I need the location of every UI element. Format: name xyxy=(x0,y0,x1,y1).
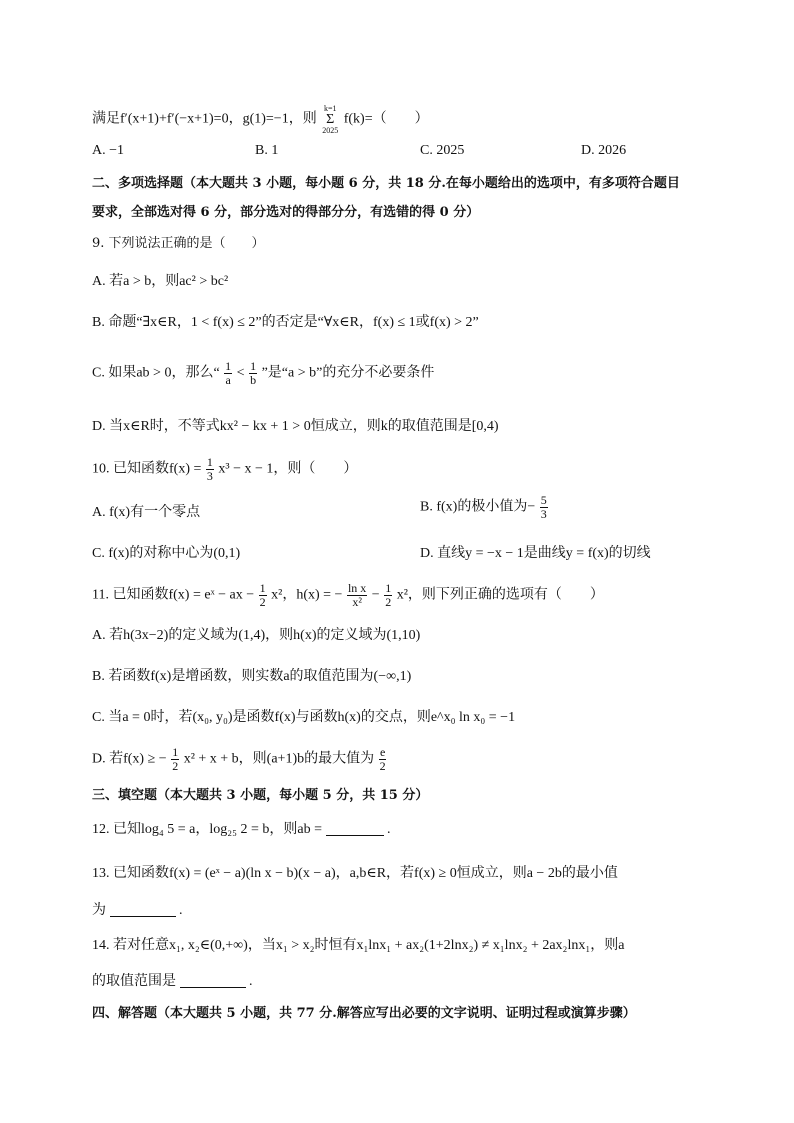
q13-line1: 13. 已知函数f(x) = (eˣ − a)(ln x − b)(x − a)，a,b∈R，若f(x) ≥ 0恒成立，则a − 2b的最小值 xyxy=(92,866,618,881)
q14-line2: 的取值范围是 . xyxy=(92,974,253,989)
fraction: $\frac{e}{2}$ xyxy=(379,745,386,773)
section3-header: 三、填空题（本大题共 3 小题，每小题 5 分，共 15 分） xyxy=(92,788,429,803)
summation-symbol: k=1 Σ 2025 xyxy=(322,104,339,135)
q8-option-a: A. −1 xyxy=(92,143,125,158)
fraction: $\frac{1}{b}$ xyxy=(250,359,257,387)
fraction: $\frac{1}{2}$ xyxy=(385,581,392,609)
q8-stem: 满足f′(x+1)+f′(−x+1)=0，g(1)=−1，则 k=1 Σ 2025 f(k)=（ ） xyxy=(92,104,429,135)
section2-header-line2: 要求，全部选对得 6 分，部分选对的得部分分，有选错的得 0 分） xyxy=(92,205,480,220)
fraction: $\frac{1}{a}$ xyxy=(225,359,232,387)
q9-stem: 9. 下列说法正确的是（ ） xyxy=(92,236,265,251)
fraction: $\frac{1}{2}$ xyxy=(259,581,266,609)
q8-option-c: C. 2025 xyxy=(420,143,465,158)
q8-option-d: D. 2026 xyxy=(581,143,627,158)
q9-option-b: B. 命题“∃x∈R，1 < f(x) ≤ 2”的否定是“∀x∈R，f(x) ≤ 1或f(x) > 2” xyxy=(92,315,479,330)
fraction: $\frac{1}{3}$ xyxy=(206,455,213,483)
section4-header: 四、解答题（本大题共 5 小题，共 77 分.解答应写出必要的文字说明、证明过程或演算步骤） xyxy=(92,1006,636,1021)
answer-blank[interactable] xyxy=(110,902,176,917)
answer-blank[interactable] xyxy=(180,973,246,988)
fraction: $\frac{5}{3}$ xyxy=(540,493,547,521)
q13-line2: 为 . xyxy=(92,903,183,918)
q11-option-a: A. 若h(3x−2)的定义域为(1,4)，则h(x)的定义域为(1,10) xyxy=(92,628,421,643)
q11-stem: 11. 已知函数f(x) = eˣ − ax − $\frac{1}{2}$ x²，h(x) = − $\frac{\text{ln x}}{\text{x²}}$ − $\frac{1}{2}$ x²，则下列正确的选项有（ ） xyxy=(92,581,604,609)
q9-option-d: D. 当x∈R时，不等式kx² − kx + 1 > 0恒成立，则k的取值范围是[0,4) xyxy=(92,419,499,434)
q12: 12. 已知log₄ 5 = a，log₂₅ 2 = b，则ab = . xyxy=(92,822,391,837)
q14-line1: 14. 若对任意x₁, x₂∈(0,+∞)，当x₁ > x₂时恒有x₁lnx₁ + ax₂(1+2lnx₂) ≠ x₁lnx₂ + 2ax₂lnx₁，则a xyxy=(92,938,625,953)
fraction: $\frac{\text{ln x}}{\text{x²}}$ xyxy=(347,581,367,609)
q10-option-a: A. f(x)有一个零点 xyxy=(92,505,201,520)
q9-option-a: A. 若a > b，则ac² > bc² xyxy=(92,274,229,289)
section2-header-line1: 二、多项选择题（本大题共 3 小题，每小题 6 分，共 18 分.在每小题给出的选项中，有多项符合题目 xyxy=(92,176,680,191)
answer-blank[interactable] xyxy=(326,821,384,836)
q8-option-b: B. 1 xyxy=(255,143,279,158)
q9-option-c: C. 如果ab > 0，那么“ $\frac{1}{a}$ < $\frac{1}{b}$ ”是“a > b”的充分不必要条件 xyxy=(92,359,435,387)
q10-stem: 10. 已知函数f(x) = $\frac{1}{3}$ x³ − x − 1，则（ ） xyxy=(92,455,358,483)
q10-option-d: D. 直线y = −x − 1是曲线y = f(x)的切线 xyxy=(420,546,651,561)
q10-option-c: C. f(x)的对称中心为(0,1) xyxy=(92,546,241,561)
q10-option-b: B. f(x)的极小值为− $\frac{5}{3}$ xyxy=(420,493,547,521)
q11-option-d: D. 若f(x) ≥ − $\frac{1}{2}$ x² + x + b，则(a+1)b的最大值为 $\frac{e}{2}$ xyxy=(92,745,386,773)
q11-option-b: B. 若函数f(x)是增函数，则实数a的取值范围为(−∞,1) xyxy=(92,669,412,684)
q11-option-c: C. 当a = 0时，若(x₀, y₀)是函数f(x)与函数h(x)的交点，则e^x₀ ln x₀ = −1 xyxy=(92,710,516,725)
fraction: $\frac{1}{2}$ xyxy=(172,745,179,773)
